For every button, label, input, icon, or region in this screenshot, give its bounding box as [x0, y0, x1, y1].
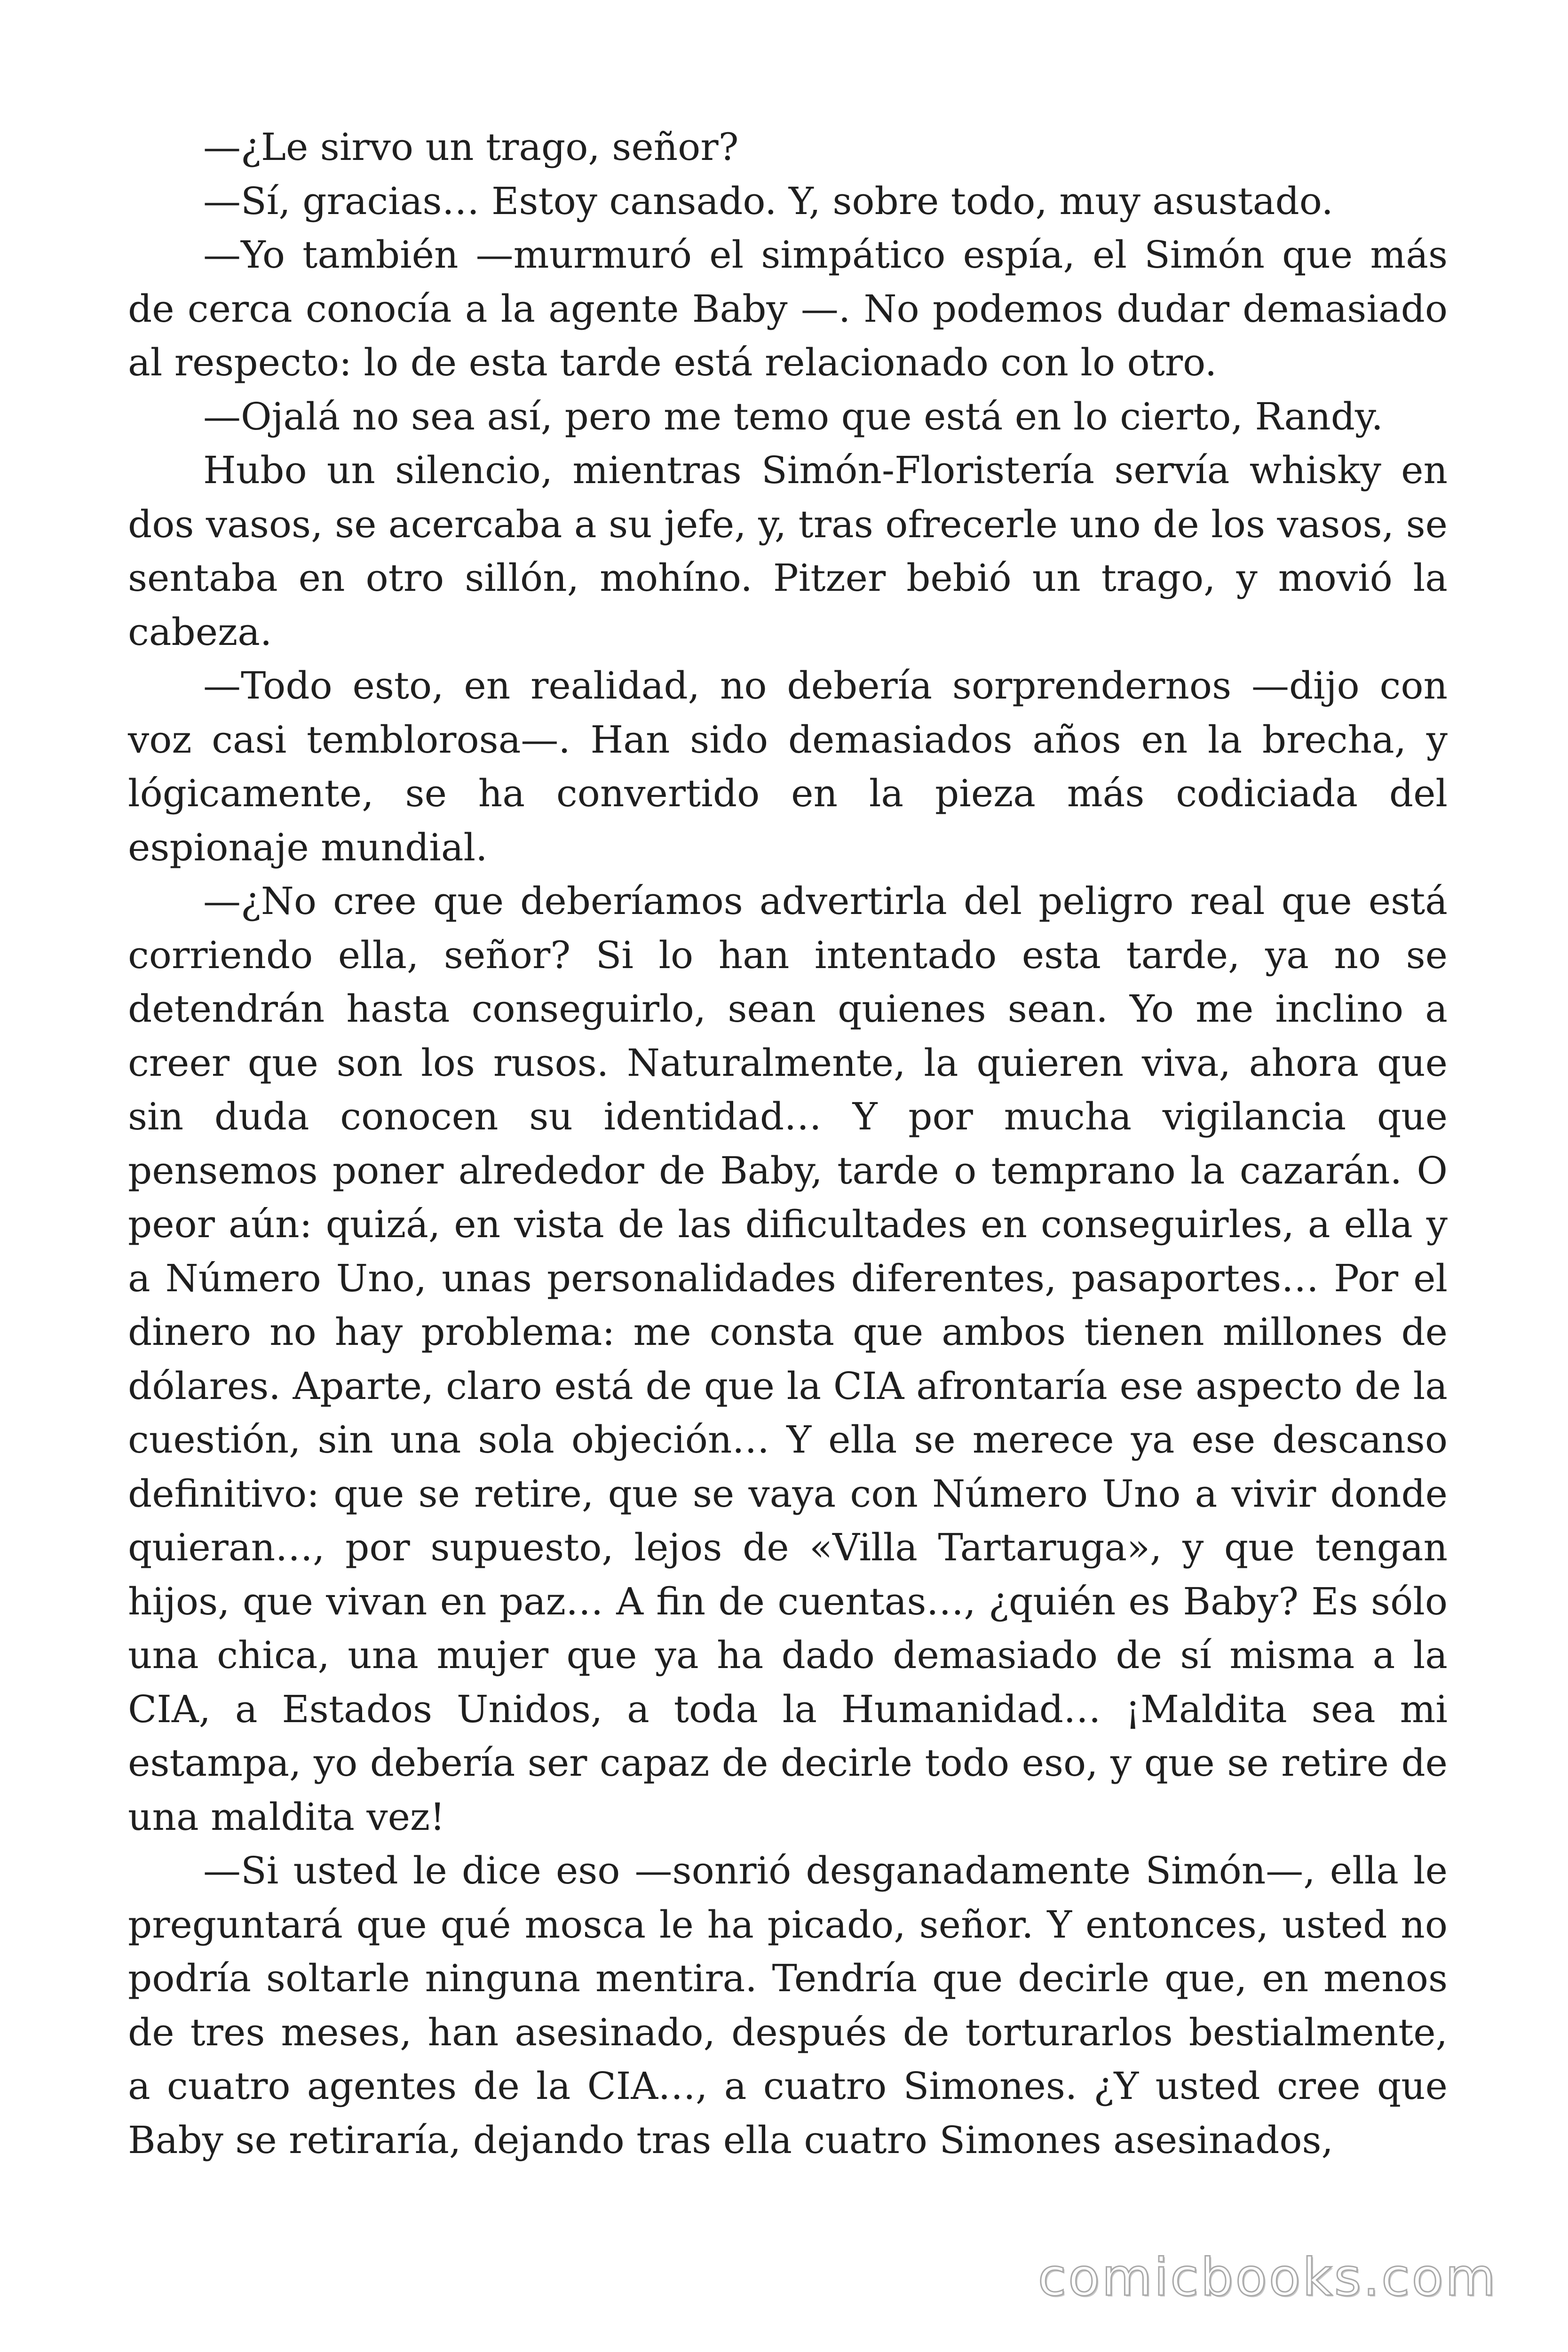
paragraph: —Todo esto, en realidad, no debería sorprendernos —dijo con voz casi temblorosa—. Han sido demasiados años en la brecha, y lógicamente, se ha convertido en la pieza más codiciada del espionaje mundial. — [128, 664, 1448, 869]
watermark-logo: comicbooks.com — [1037, 2247, 1497, 2307]
paragraph: —Yo también —murmuró el simpático espía, el Simón que más de cerca conocía a la agente Baby —. No podemos dudar demasiado al respecto: lo de esta tarde está relacionado con lo otro. — [128, 233, 1448, 384]
paragraph: Hubo un silencio, mientras Simón-Floristería servía whisky en dos vasos, se acercaba a su jefe, y, tras ofrecerle uno de los vasos, se sentaba en otro sillón, mohíno. Pitzer bebió un trago, y movió la cabeza. — [128, 448, 1448, 654]
paragraph: —¿Le sirvo un trago, señor? — [203, 125, 739, 169]
paragraph: —Sí, gracias… Estoy cansado. Y, sobre todo, muy asustado. — [203, 179, 1333, 223]
paragraph: —Ojalá no sea así, pero me temo que está en lo cierto, Randy. — [203, 394, 1383, 438]
body-text — [128, 120, 1448, 2167]
paragraph: —¿No cree que deberíamos advertirla del peligro real que está corriendo ella, señor? Si lo han intentado esta tarde, ya no se detendrán hasta conseguirlo, sean quienes sean. Yo me inclino a creer que son los rusos. Naturalmente, la quieren viva, ahora que sin duda conocen su identidad… Y por mucha vigilancia que pensemos poner alrededor de Baby, tarde o temprano la cazarán. O peor aún: quizá, en vista de las dificultades en conseguirles, a ella y a Número Uno, unas personalidades diferentes, pasaportes… Por el dinero no hay problema: me consta que ambos tienen millones de dólares. Aparte, claro está de que la CIA afrontaría ese aspecto de la cuestión, sin una sola objeción… Y ella se merece ya ese descanso definitivo: que se retire, que se vaya con Número Uno a vivir donde quieran…, por supuesto, lejos de «Villa Tartaruga», y que tengan hijos, que vivan en paz… A fin de cuentas…, ¿quién es Baby? Es sólo una chica, una mujer que ya ha dado demasiado de sí misma a la CIA, a Estados Unidos, a toda la Humanidad… ¡Maldita sea mi estampa, yo debería ser capaz de decirle todo eso, y que se retire de una maldita vez! — [128, 879, 1448, 1839]
paragraph: —Si usted le dice eso —sonrió desganadamente Simón—, ella le preguntará que qué mosca le ha picado, señor. Y entonces, usted no podría soltarle ninguna mentira. Tendría que decirle que, en menos de tres meses, han asesinado, después de torturarlos bestialmente, a cuatro agentes de la CIA…, a cuatro Simones. ¿Y usted cree que Baby se retiraría, dejando tras ella cuatro Simones asesinados, — [128, 1849, 1448, 2162]
